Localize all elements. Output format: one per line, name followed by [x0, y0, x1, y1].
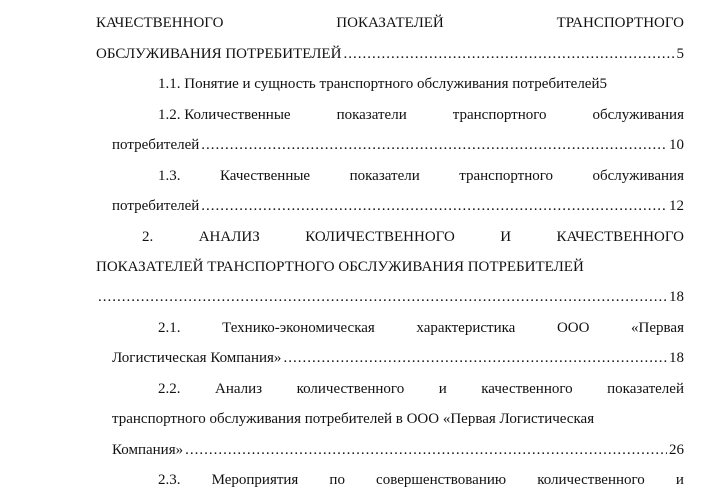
toc-entry-2-2-line2 — [112, 409, 684, 429]
toc-word: показателей — [607, 381, 684, 397]
toc-word: ТРАНСПОРТНОГО — [556, 15, 684, 31]
toc-word: 2.3. — [158, 472, 181, 488]
toc-word: 2.1. — [158, 320, 181, 336]
toc-word: совершенствованию — [376, 472, 507, 488]
toc-entry-text: потребителей — [112, 137, 200, 153]
page-number: 5 — [599, 76, 607, 92]
dot-leader — [98, 287, 667, 307]
toc-entry-2-line3[interactable] — [96, 287, 684, 307]
toc-word: И — [500, 229, 512, 245]
toc-word: ООО — [556, 320, 590, 336]
toc-word: транспортного — [459, 168, 554, 184]
toc-word: обслуживания — [592, 107, 684, 123]
toc-entry-2-1-line1 — [158, 318, 684, 338]
dot-leader — [201, 196, 667, 216]
page-number: 12 — [669, 198, 684, 214]
toc-word: АНАЛИЗ — [198, 229, 260, 245]
toc-word: транспортного — [452, 107, 547, 123]
toc-word: КОЛИЧЕСТВЕННОГО — [305, 229, 455, 245]
toc-word: и — [675, 472, 684, 488]
page-number: 18 — [669, 289, 684, 305]
toc-word: характеристика — [416, 320, 516, 336]
page-number: 5 — [676, 46, 684, 62]
toc-word: и — [438, 381, 447, 397]
toc-word: Качественные — [219, 168, 311, 184]
toc-entry-1-line2[interactable] — [96, 44, 684, 64]
dot-leader — [201, 135, 667, 155]
dot-leader — [185, 440, 667, 460]
toc-entry-2-line1 — [142, 227, 684, 247]
toc-entry-1-2-line2[interactable] — [112, 135, 684, 155]
toc-word: Мероприятия — [211, 472, 299, 488]
toc-entry-1-1[interactable] — [158, 74, 684, 94]
dot-leader — [343, 44, 674, 64]
toc-entry-text: 1.1. Понятие и сущность транспортного обслуживания потребителей — [158, 76, 600, 92]
toc-entry-1-line1 — [96, 13, 684, 33]
toc-entry-2-2-line3[interactable] — [112, 440, 684, 460]
toc-word: количественного — [296, 381, 405, 397]
toc-entry-text: ОБСЛУЖИВАНИЯ ПОТРЕБИТЕЛЕЙ — [96, 46, 342, 62]
toc-entry-2-line2 — [96, 257, 684, 277]
toc-entry-text: транспортного обслуживания потребителей в ООО «Первая Логистическая — [112, 411, 595, 427]
toc-word: показатели — [336, 107, 407, 123]
toc-word: качественного — [481, 381, 573, 397]
toc-entry-text: ПОКАЗАТЕЛЕЙ ТРАНСПОРТНОГО ОБСЛУЖИВАНИЯ ПОТРЕБИТЕЛЕЙ — [96, 259, 584, 275]
toc-word: обслуживания — [592, 168, 684, 184]
toc-word: количественного — [537, 472, 645, 488]
toc-word: КАЧЕСТВЕННОГО — [556, 229, 684, 245]
toc-entry-text: Компания» — [112, 442, 184, 458]
toc-word: по — [329, 472, 345, 488]
toc-word: «Первая — [631, 320, 684, 336]
toc-word: 1.2. Количественные — [158, 107, 291, 123]
toc-word: КАЧЕСТВЕННОГО — [96, 15, 224, 31]
page-number: 18 — [669, 350, 684, 366]
toc-entry-text: потребителей — [112, 198, 200, 214]
toc-entry-2-2-line1 — [158, 379, 684, 399]
toc-entry-2-1-line2[interactable] — [112, 348, 684, 368]
page-number: 26 — [669, 442, 684, 458]
toc-entry-2-3-line1 — [158, 470, 684, 490]
toc-entry-text: Логистическая Компания» — [112, 350, 282, 366]
toc-word: 2.2. — [158, 381, 181, 397]
toc-word: 2. — [142, 229, 154, 245]
toc-word: Анализ — [215, 381, 263, 397]
toc-word: показатели — [349, 168, 420, 184]
page-number: 10 — [669, 137, 684, 153]
toc-entry-1-2-line1 — [158, 105, 684, 125]
toc-entry-1-3-line2[interactable] — [112, 196, 684, 216]
toc-word: 1.3. — [158, 168, 181, 184]
toc-word: Технико-экономическая — [222, 320, 375, 336]
dot-leader — [283, 348, 667, 368]
toc-word: ПОКАЗАТЕЛЕЙ — [336, 15, 444, 31]
toc-entry-1-3-line1 — [158, 166, 684, 186]
